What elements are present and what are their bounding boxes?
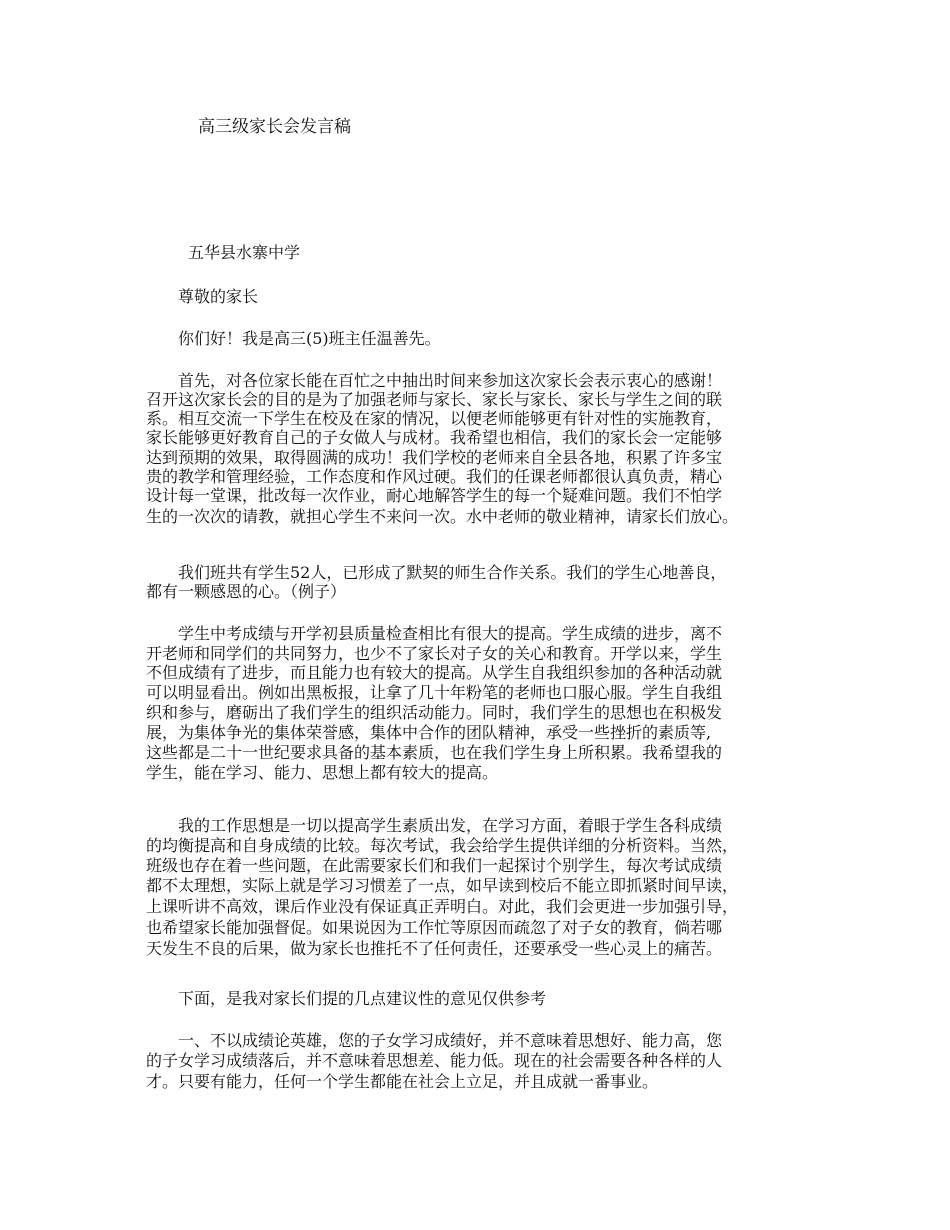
paragraph-4-line: 班级也存在着一些问题，在此需要家长们和我们一起探讨个别学生，每次考试成绩 <box>146 856 723 875</box>
school-name: 五华县水寨中学 <box>188 243 301 262</box>
paragraph-3-line: 开老师和同学们的共同努力，也少不了家长对子女的关心和教育。开学以来，学生 <box>146 644 723 663</box>
paragraph-1-line: 家长能够更好教育自己的子女做人与成材。我希望也相信，我们的家长会一定能够 <box>146 428 723 447</box>
paragraph-1-line: 系。相互交流一下学生在校及在家的情况，以便老师能够更有针对性的实施教育， <box>146 409 723 428</box>
paragraph-1-line: 设计每一堂课，批改每一次作业，耐心地解答学生的每一个疑难问题。我们不怕学 <box>146 486 723 505</box>
paragraph-5-line: 下面，是我对家长们提的几点建议性的意见仅供参考 <box>178 989 547 1008</box>
salutation: 尊敬的家长 <box>178 287 259 306</box>
paragraph-3-line: 织和参与，磨砺出了我们学生的组织活动能力。同时，我们学生的思想也在积极发 <box>146 703 723 722</box>
paragraph-4-line: 上课听讲不高效，课后作业没有保证真正弄明白。对此，我们会更进一步加强引导， <box>146 897 739 916</box>
paragraph-4-line: 我的工作思想是一切以提高学生素质出发，在学习方面，着眼于学生各科成绩 <box>178 816 723 835</box>
paragraph-3-line: 这些都是二十一世纪要求具备的基本素质，也在我们学生身上所积累。我希望我的 <box>146 743 723 762</box>
paragraph-3-line: 展，为集体争光的集体荣誉感，集体中合作的团队精神，承受一些挫折的素质等, <box>146 723 712 742</box>
paragraph-4-line: 的均衡提高和自身成绩的比较。每次考试，我会给学生提供详细的分析资料。当然， <box>146 836 739 855</box>
paragraph-2-line: 都有一颗感恩的心。（例子） <box>146 582 347 601</box>
greeting: 你们好！我是高三(5)班主任温善先。 <box>178 329 441 348</box>
paragraph-1-line: 生的一次次的请教，就担心学生不来问一次。水中老师的敬业精神，请家长们放心。 <box>146 507 739 526</box>
paragraph-3-line: 学生，能在学习、能力、思想上都有较大的提高。 <box>146 763 499 782</box>
paragraph-3-line: 学生中考成绩与开学初县质量检查相比有很大的提高。学生成绩的进步，离不 <box>178 624 723 643</box>
paragraph-3-line: 不但成绩有了进步，而且能力也有较大的提高。从学生自我组织参加的各种活动就 <box>146 663 723 682</box>
document-title: 高三级家长会发言稿 <box>198 117 351 137</box>
paragraph-6-line: 才。只要有能力，任何一个学生都能在社会上立足，并且成就一番事业。 <box>146 1072 659 1091</box>
paragraph-4-line: 也希望家长能加强督促。如果说因为工作忙等原因而疏忽了对子女的教育，倘若哪 <box>146 918 723 937</box>
paragraph-1-line: 贵的教学和管理经验，工作态度和作风过硬。我们的任课老师都很认真负责，精心 <box>146 467 723 486</box>
paragraph-2-line: 我们班共有学生52人，已形成了默契的师生合作关系。我们的学生心地善良， <box>178 563 727 582</box>
paragraph-6-line: 的子女学习成绩落后，并不意味着思想差、能力低。现在的社会需要各种各样的人 <box>146 1051 723 1070</box>
paragraph-6-line: 一、不以成绩论英雄，您的子女学习成绩好，并不意味着思想好、能力高，您 <box>178 1031 723 1050</box>
paragraph-3-line: 可以明显看出。例如出黑板报，让拿了几十年粉笔的老师也口服心服。学生自我组 <box>146 683 723 702</box>
paragraph-1-line: 召开这次家长会的目的是为了加强老师与家长、家长与家长、家长与学生之间的联 <box>146 390 723 409</box>
paragraph-1-line: 首先，对各位家长能在百忙之中抽出时间来参加这次家长会表示衷心的感谢！ <box>178 371 723 390</box>
paragraph-1-line: 达到预期的效果，取得圆满的成功！我们学校的老师来自全县各地，积累了许多宝 <box>146 448 723 467</box>
paragraph-4-line: 天发生不良的后果，做为家长也推托不了任何责任，还要承受一些心灵上的痛苦。 <box>146 939 723 958</box>
paragraph-4-line: 都不太理想，实际上就是学习习惯差了一点，如早读到校后不能立即抓紧时间早读， <box>146 876 739 895</box>
